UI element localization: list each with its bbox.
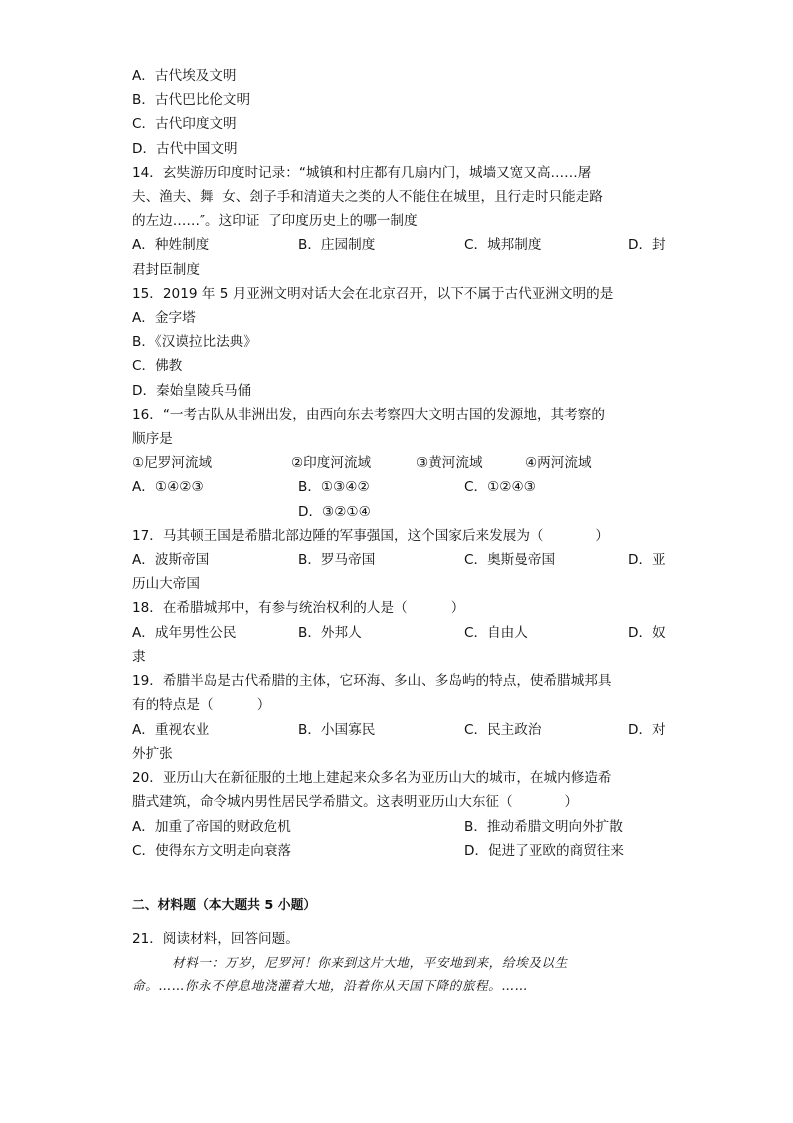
q20-option-d: D．促进了亚欧的商贸往来 bbox=[464, 843, 624, 859]
q14-stem-line1: 14．玄奘游历印度时记录：“城镇和村庄都有几扇内门，城墙又宽又高……屠 bbox=[132, 165, 592, 181]
q15-option-b: B．《汉谟拉比法典》 bbox=[132, 334, 257, 350]
q17-option-d: D．亚 bbox=[628, 552, 666, 568]
q16-item-4: ④两河流域 bbox=[525, 455, 592, 471]
q19-option-a: A．重视农业 bbox=[132, 722, 210, 738]
q19-option-d-continued: 外扩张 bbox=[132, 746, 173, 762]
q16-option-b: B．①③④② bbox=[298, 479, 370, 495]
q18-option-c: C．自由人 bbox=[464, 625, 528, 641]
q15-option-a: A．金字塔 bbox=[132, 310, 196, 326]
q13-option-d: D．古代中国文明 bbox=[132, 141, 238, 157]
q20-option-b: B．推动希腊文明向外扩散 bbox=[464, 819, 623, 835]
q13-option-a: A．古代埃及文明 bbox=[132, 68, 237, 84]
q17-option-a: A．波斯帝国 bbox=[132, 552, 210, 568]
q19-stem-line2: 有的特点是（ ） bbox=[132, 697, 271, 713]
q16-stem-line2: 顺序是 bbox=[132, 431, 173, 447]
q18-stem: 18．在希腊城邦中，有参与统治权利的人是（ ） bbox=[132, 600, 465, 616]
q13-option-c: C．古代印度文明 bbox=[132, 116, 237, 132]
q16-stem-line1: 16．“一考古队从非洲出发，由西向东去考察四大文明古国的发源地，其考察的 bbox=[132, 407, 605, 423]
q19-option-b: B．小国寡民 bbox=[298, 722, 376, 738]
q20-option-c: C．使得东方文明走向衰落 bbox=[132, 843, 292, 859]
q18-option-d: D．奴 bbox=[628, 625, 666, 641]
q20-stem-line2: 腊式建筑，命令城内男性居民学希腊文。这表明亚历山大东征（ ） bbox=[132, 794, 579, 810]
q19-option-c: C．民主政治 bbox=[464, 722, 542, 738]
q14-option-d: D．封 bbox=[628, 237, 666, 253]
q16-item-2: ②印度河流域 bbox=[291, 455, 372, 471]
section-heading: 二、材料题（本大题共 5 小题） bbox=[132, 898, 317, 913]
q17-option-c: C．奥斯曼帝国 bbox=[464, 552, 556, 568]
q15-stem: 15．2019 年 5 月亚洲文明对话大会在北京召开，以下不属于古代亚洲文明的是 bbox=[132, 286, 614, 302]
q20-stem-line1: 20．亚历山大在新征服的土地上建起来众多名为亚历山大的城市，在城内修造希 bbox=[132, 770, 612, 786]
q18-option-b: B．外邦人 bbox=[298, 625, 362, 641]
q20-option-a: A．加重了帝国的财政危机 bbox=[132, 819, 291, 835]
q14-option-b: B．庄园制度 bbox=[298, 237, 376, 253]
q18-option-a: A．成年男性公民 bbox=[132, 625, 237, 641]
q17-stem: 17．马其顿王国是希腊北部边陲的军事强国，这个国家后来发展为（ ） bbox=[132, 528, 609, 544]
q15-option-d: D．秦始皇陵兵马俑 bbox=[132, 383, 252, 399]
q16-option-a: A．①④②③ bbox=[132, 479, 204, 495]
q14-option-a: A．种姓制度 bbox=[132, 237, 210, 253]
q21-material1-line2: 命。……你永不停息地浇灌着大地，沿着你从天国下降的旅程。…… bbox=[132, 978, 528, 993]
q14-option-d-continued: 君封臣制度 bbox=[132, 262, 200, 278]
q16-option-d: D．③②①④ bbox=[298, 504, 371, 520]
q21-material1-line1: 材料一：万岁，尼罗河！你来到这片大地，平安地到来，给埃及以生 bbox=[172, 955, 568, 970]
q14-option-c: C．城邦制度 bbox=[464, 237, 542, 253]
q16-item-1: ①尼罗河流域 bbox=[132, 455, 213, 471]
q19-stem-line1: 19．希腊半岛是古代希腊的主体，它环海、多山、多岛屿的特点，使希腊城邦具 bbox=[132, 673, 612, 689]
q17-option-d-continued: 历山大帝国 bbox=[132, 576, 200, 592]
q13-option-b: B．古代巴比伦文明 bbox=[132, 92, 251, 108]
q17-option-b: B．罗马帝国 bbox=[298, 552, 376, 568]
q19-option-d: D．对 bbox=[628, 722, 666, 738]
q14-stem-line3: 的左边……″。这印证 了印度历史上的哪一制度 bbox=[132, 213, 418, 229]
q21-stem: 21．阅读材料，回答问题。 bbox=[132, 931, 299, 947]
q14-stem-line2: 夫、渔夫、舞 女、刽子手和清道夫之类的人不能住在城里，且行走时只能走路 bbox=[132, 189, 603, 205]
q16-item-3: ③黄河流域 bbox=[416, 455, 483, 471]
q16-option-c: C．①②④③ bbox=[464, 479, 536, 495]
q15-option-c: C．佛教 bbox=[132, 358, 183, 374]
q18-option-d-continued: 隶 bbox=[132, 649, 146, 665]
